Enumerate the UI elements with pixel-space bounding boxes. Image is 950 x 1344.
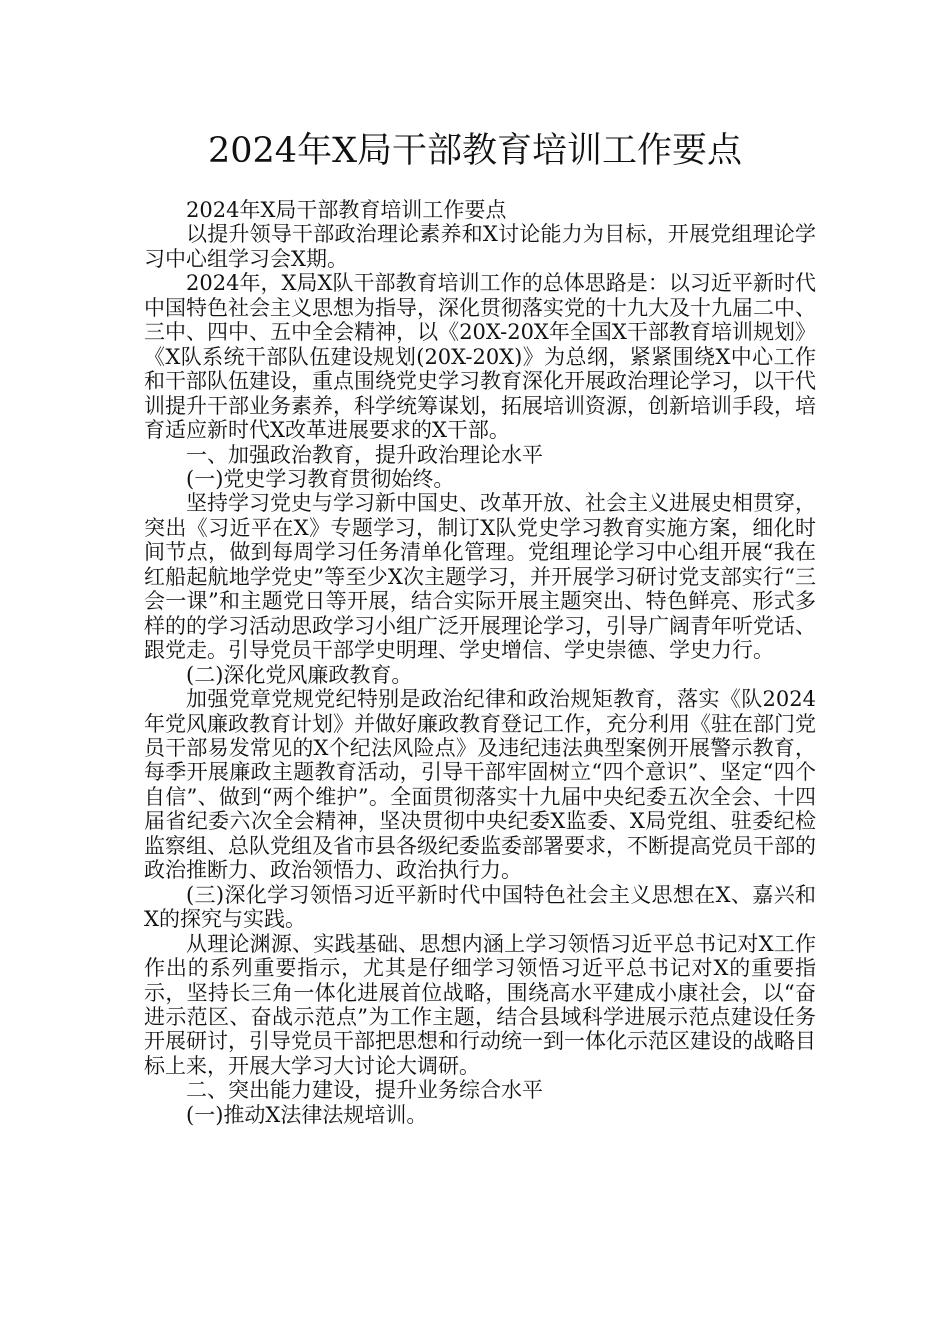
section-heading-2: 二、突出能力建设，提升业务综合水平 bbox=[186, 1078, 543, 1103]
paragraph-integrity-education: 加强党章党规党纪特别是政治纪律和政治规矩教育，落实《队2024年党风廉政教育计划》并做好廉政教育登记工作，充分利用《驻在部门党员干部易发常见的X个纪法风险点》及违纪违法典型案例开展警示教育，每季开展廉政主题教育活动，引导干部牢固树立“四个意识”、坚定“四个自信”、做到“两个维护”。全面贯彻落实十九届中央纪委五次全会、十四届省纪委六次全会精神，坚决贯彻中央纪委X监委、X局党组、驻委纪检监察组、总队党组及省市县各级纪委监委部署要求，不断提高党员干部的政治推断力、政治领悟力、政治执行力。 bbox=[144, 687, 816, 883]
subsection-heading-1-1: (一)党史学习教育贯彻始终。 bbox=[186, 466, 455, 491]
paragraph-overall-approach: 2024年，X局X队干部教育培训工作的总体思路是：以习近平新时代中国特色社会主义思想为指导，深化贯彻落实党的十九大及十九届二中、三中、四中、五中全会精神，以《20X-20X年全国X干部教育培训规划》《X队系统干部队伍建设规划(20X-20X)》为总纲，紧紧围绕X中心工作和干部队伍建设，重点围绕党史学习教育深化开展政治理论学习，以干代训提升干部业务素养，科学统筹谋划，拓展培训资源，创新培训手段，培育适应新时代X改革进展要求的X干部。 bbox=[144, 271, 816, 443]
paragraph-party-history: 坚持学习党史与学习新中国史、改革开放、社会主义进展史相贯穿，突出《习近平在X》专题学习，制订X队党史学习教育实施方案，细化时间节点，做到每周学习任务清单化管理。党组理论学习中心组开展“我在红船起航地学党史”等至少X次主题学习，并开展学习研讨党支部实行“三会一课”和主题党日等开展，结合实际开展主题突出、特色鲜亮、形式多样的的学习活动思政学习小组广泛开展理论学习，引导广阔青年听党话、跟党走。引导党员干部学史明理、学史增信、学史崇德、学史力行。 bbox=[144, 491, 816, 663]
paragraph-goal: 以提升领导干部政治理论素养和X讨论能力为目标，开展党组理论学习中心组学习会X期。 bbox=[144, 222, 816, 271]
section-heading-1: 一、加强政治教育，提升政治理论水平 bbox=[186, 442, 543, 467]
paragraph-theory-practice: 从理论渊源、实践基础、思想内涵上学习领悟习近平总书记对X工作作出的系列重要指示，尤其是仔细学习领悟习近平总书记对X的重要指示，坚持长三角一体化进展首位战略，围绕高水平建成小康社会，以“奋进示范区、奋战示范点”为工作主题，结合县域科学进展示范点建设任务开展研讨，引导党员干部把思想和行动统一到一体化示范区建设的战略目标上来，开展大学习大讨论大调研。 bbox=[144, 931, 816, 1078]
subsection-heading-2-1: (一)推动X法律法规培训。 bbox=[186, 1102, 428, 1127]
paragraph-subtitle: 2024年X局干部教育培训工作要点 bbox=[186, 198, 507, 222]
document-title: 2024年X局干部教育培训工作要点 bbox=[208, 131, 742, 171]
subsection-heading-1-2: (二)深化党风廉政教育。 bbox=[186, 662, 413, 687]
subsection-heading-1-3: (三)深化学习领悟习近平新时代中国特色社会主义思想在X、嘉兴和X的探究与实践。 bbox=[144, 882, 816, 932]
document-body bbox=[144, 198, 816, 1127]
